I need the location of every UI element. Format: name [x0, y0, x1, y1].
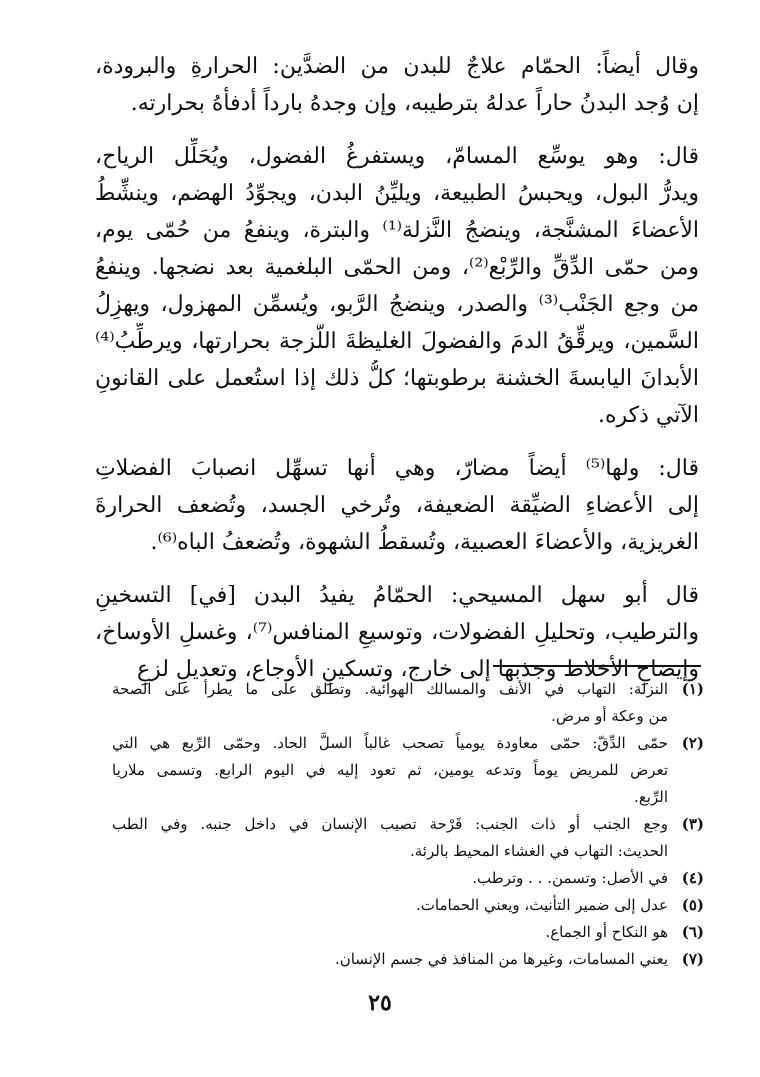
footnote-line: الحديث: التهاب في الغشاء المحيط بالرئة. [409, 842, 668, 860]
footnote-text [112, 946, 668, 973]
footnote-number: (١) [681, 680, 704, 698]
main-text [95, 48, 699, 704]
footnote-number: (٤) [681, 869, 704, 887]
footnote [112, 946, 704, 973]
footnote-line: الرِّبع. [634, 788, 668, 806]
paragraph [95, 138, 699, 434]
footnote-line: هو النكاح أو الجماع. [545, 923, 668, 941]
footnote-text [112, 730, 668, 811]
text-line: قال: ولها⁽⁵⁾ أيضاً مضارّ، وهي أنها تسهِّل انصبابَ الفضلاتِ [95, 456, 699, 481]
text-line: إن وُجد البدنُ حاراً عدلهُ بترطيبه، وإن وجدهُ بارداً أدفأهُ بحرارته. [130, 91, 699, 116]
footnote [112, 919, 704, 946]
footnote-line: عدل إلى ضمير التأنيث، ويعني الحمامات. [416, 896, 668, 914]
text-line: الغريزية، والأعضاءَ العصبية، وتُسقطُ الشهوة، وتُضعفُ الباه⁽⁶⁾. [150, 530, 699, 555]
text-line: السَّمين، ويرقِّقُ الدمَ والفضولَ الغليظةَ اللَّزجة بحرارتها، ويرطِّبُ⁽⁴⁾ [95, 329, 699, 354]
footnote-text [112, 865, 668, 892]
footnote-separator [493, 665, 701, 667]
footnote [112, 892, 704, 919]
footnote-line: في الأصل: وتسمن. . . وترطب. [472, 869, 668, 887]
paragraph [95, 450, 699, 561]
footnote-text [112, 676, 668, 730]
text-line: ومن حمّى الدِّقِّ والرِّبْع⁽²⁾، ومن الحمّى البلغمية بعد نضجها. وينفعُ [95, 255, 699, 280]
text-line: وإيضاحِ الأخلاط وجذبها إلى خارج، وتسكينِ الأوجاع، وتعديلِ لزعِ [136, 657, 699, 682]
text-line: قال: وهو يوسِّع المسامّ، ويستفرغُ الفضول، ويُحَلِّل الرياح، [95, 144, 699, 169]
text-line: إلى الأعضاءِ الضيِّقة الضعيفة، وتُرخي الجسد، وتُضعف الحرارةَ [95, 493, 699, 518]
text-line: والترطيب، وتحليلِ الفضولات، وتوسيعِ المنافس⁽⁷⁾، وغسلِ الأوساخ، [95, 620, 699, 645]
footnote [112, 676, 704, 730]
paragraph [95, 48, 699, 122]
paragraph [95, 577, 699, 688]
text-line: الأبدانَ اليابسةَ الخشنة برطوبتها؛ كلُّ ذلك إذا استُعمل على القانونِ [95, 366, 699, 391]
text-line: الآتي ذكره. [597, 403, 699, 428]
footnote-line: وجع الجنب أو ذات الجنب: قَرْحة تصيب الإنسان في داخل جنبه. وفي الطب [112, 815, 668, 833]
page-number: ٢٥ [368, 990, 392, 1016]
footnote-number: (٧) [681, 950, 704, 968]
footnote-line: النزلة: التهاب في الأنف والمسالك الهوائية. وتطلق على ما يطرأ على الصحة [112, 680, 668, 698]
footnote [112, 730, 704, 811]
text-line: من وجع الجَنْب⁽³⁾ والصدر، وينضجُ الرَّبو، ويُسمِّن المهزول، ويهزِلُ [95, 292, 699, 317]
footnote-number: (٢) [681, 734, 704, 752]
footnote-text [112, 892, 668, 919]
text-line: ويدرُّ البول، ويحبسُ الطبيعة، ويليِّنُ البدن، ويجوِّدُ الهضم، وينشِّطُ [95, 181, 699, 206]
footnote [112, 811, 704, 865]
text-line: الأعضاءَ المشنَّجة، وينضجُ النَّزلة⁽¹⁾ والبترة، وينفعُ من حُمّى يوم، [95, 218, 699, 243]
footnotes [112, 676, 704, 973]
footnote-line: من وعكة أو مرض. [551, 707, 668, 725]
footnote-text [112, 811, 668, 865]
footnote-line: يعني المسامات، وغيرها من المنافذ في جسم الإنسان. [334, 950, 668, 968]
footnote-line: تعرض للمريض يوماً وتدعه يومين، ثم تعود إليه في اليوم الرابع. وتسمى ملاريا [112, 761, 668, 779]
text-line: وقال أيضاً: الحمّام علاجٌ للبدن من الضدَّين: الحرارةِ والبرودة، [95, 54, 699, 79]
footnote-text [112, 919, 668, 946]
footnote [112, 865, 704, 892]
footnote-number: (٥) [681, 896, 704, 914]
footnote-number: (٦) [681, 923, 704, 941]
text-line: قال أبو سهل المسيحي: الحمّامُ يفيدُ البدن [في] التسخينِ [95, 583, 699, 608]
footnote-line: حمّى الدِّقّ: حمّى معاودة يومياً تصحب غالباً السلَّ الحاد. وحمّى الرِّبع هي التي [112, 734, 668, 752]
footnote-number: (٣) [681, 815, 704, 833]
